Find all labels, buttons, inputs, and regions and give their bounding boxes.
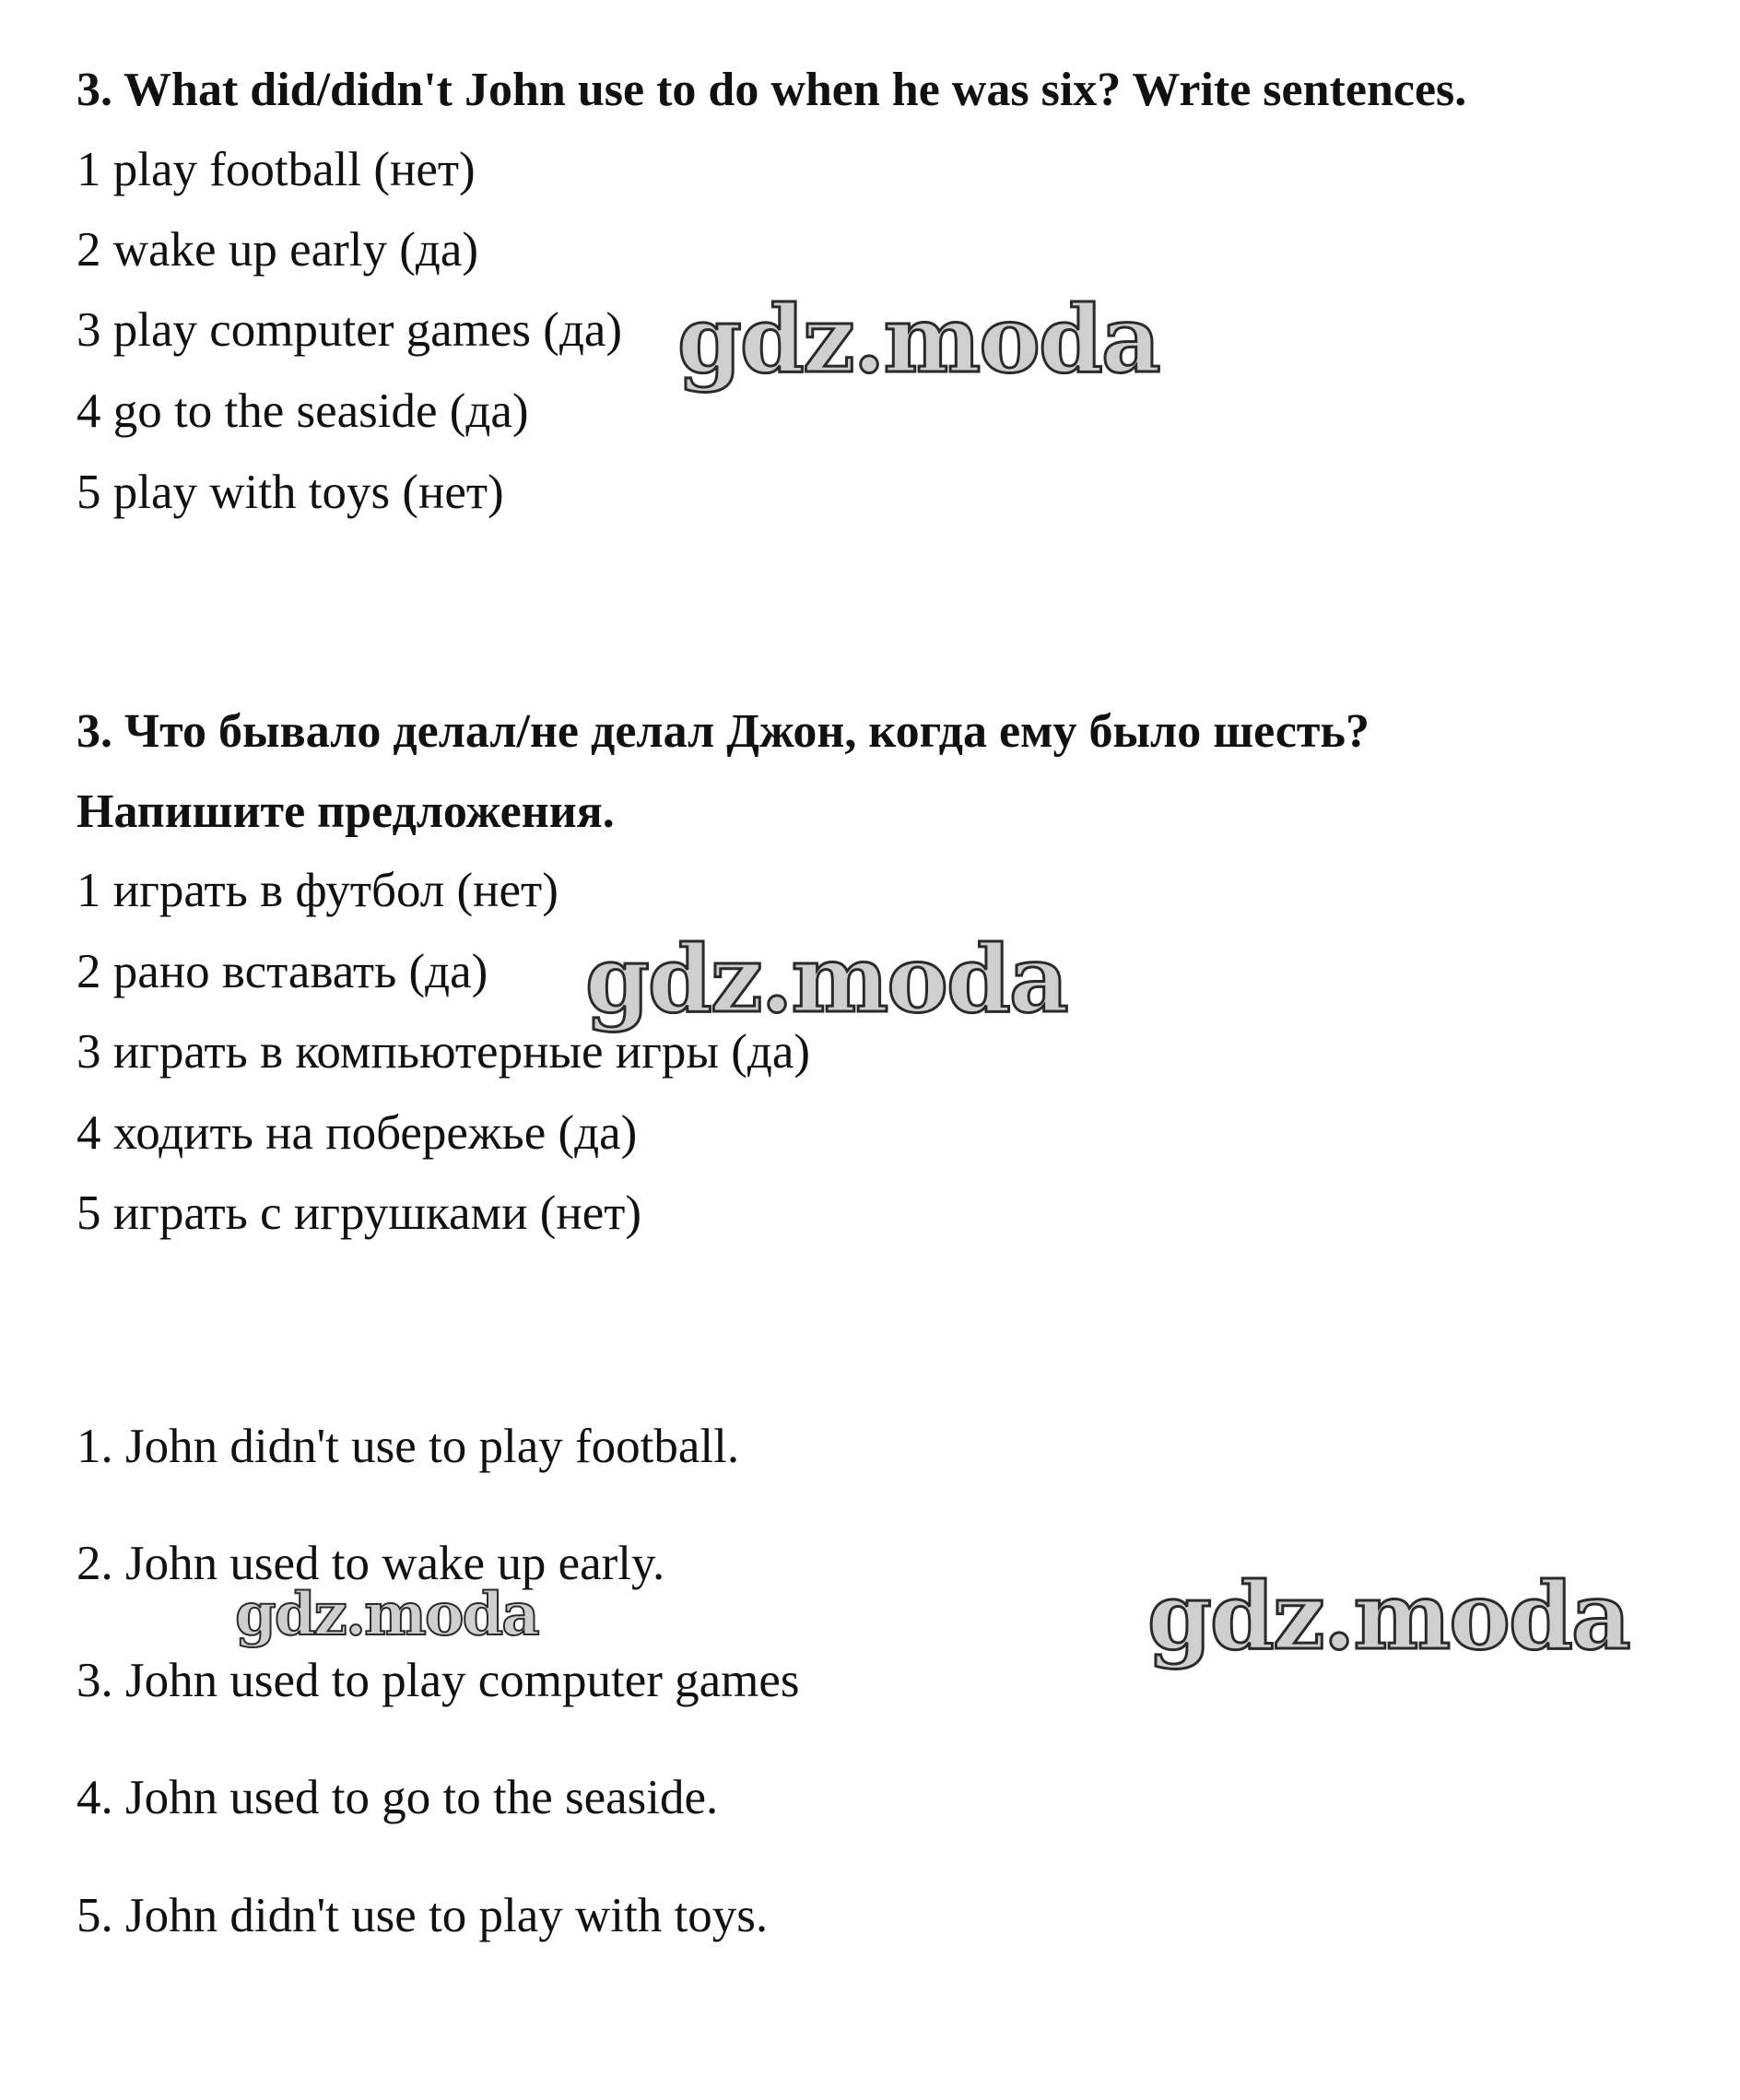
watermark-logo: gdz.moda	[677, 285, 1159, 394]
task-item-ru-4: 4 ходить на побережье (да)	[76, 1106, 638, 1160]
watermark-logo: gdz.moda	[585, 925, 1067, 1033]
task-heading-en: 3. What did/didn't John use to do when he was six? Write sentences.	[76, 64, 1467, 116]
task-item-ru-1: 1 играть в футбол (нет)	[76, 864, 558, 917]
answer-5: 5. John didn't use to play with toys.	[76, 1889, 769, 1942]
task-item-ru-2: 2 рано вставать (да)	[76, 945, 488, 998]
task-item-ru-3: 3 играть в компьютерные игры (да)	[76, 1025, 811, 1079]
task-item-en-1: 1 play football (нет)	[76, 143, 476, 196]
task-item-ru-5: 5 играть с игрушками (нет)	[76, 1186, 642, 1240]
watermark-logo: gdz.moda	[1147, 1562, 1629, 1670]
answer-2: 2. John used to wake up early.	[76, 1537, 665, 1590]
task-item-en-3: 3 play computer games (да)	[76, 303, 623, 357]
task-item-en-4: 4 go to the seaside (да)	[76, 384, 529, 438]
task-heading-ru-line1: 3. Что бывало делал/не делал Джон, когда ему было шесть?	[76, 705, 1370, 758]
answer-1: 1. John didn't use to play football.	[76, 1420, 740, 1473]
answer-4: 4. John used to go to the seaside.	[76, 1771, 719, 1824]
task-heading-ru-line2: Напишите предложения.	[76, 785, 615, 838]
watermark-logo: gdz.moda	[235, 1580, 538, 1649]
answer-3: 3. John used to play computer games	[76, 1654, 800, 1707]
task-item-en-2: 2 wake up early (да)	[76, 223, 479, 277]
task-item-en-5: 5 play with toys (нет)	[76, 466, 504, 519]
